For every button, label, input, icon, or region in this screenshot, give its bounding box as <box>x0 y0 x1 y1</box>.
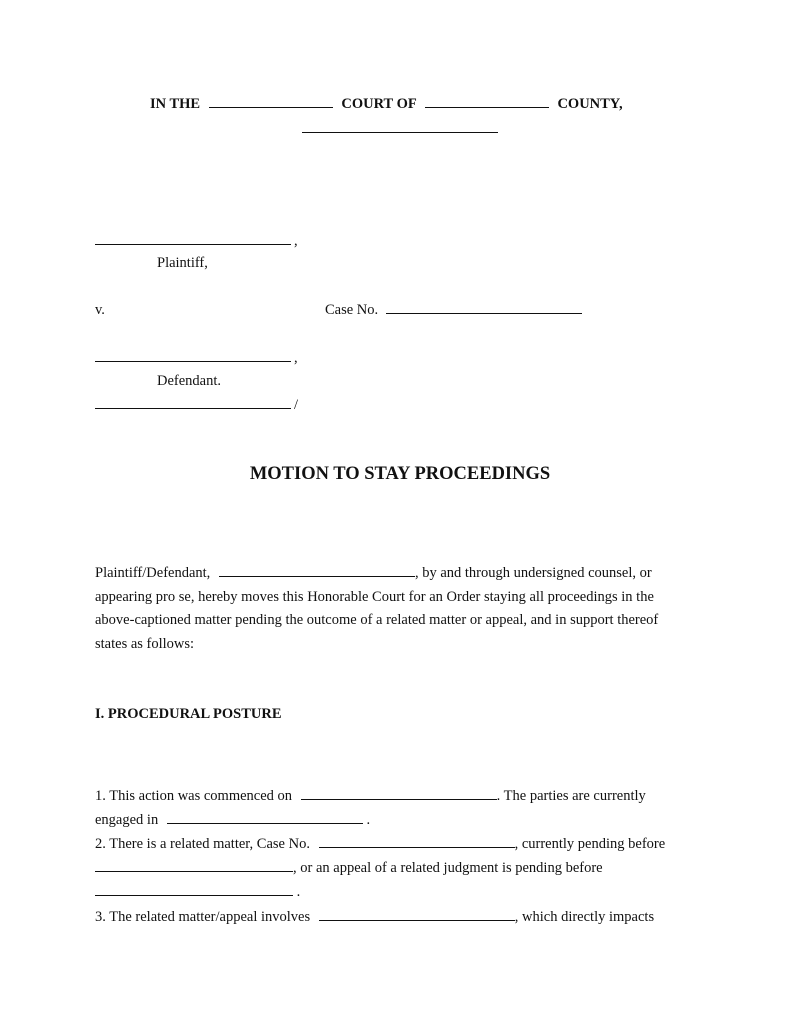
caption-closing-line <box>95 397 298 414</box>
party-label: Plaintiff/Defendant, <box>95 565 211 581</box>
plaintiff-name-line <box>95 233 298 250</box>
item-1-text: 1. This action was commenced on <box>95 788 293 804</box>
case-number-line <box>325 302 582 319</box>
item-3-line-1 <box>95 905 654 929</box>
commencement-date-blank[interactable] <box>301 799 497 800</box>
item-2-text: 2. There is a related matter, Case No. <box>95 836 310 852</box>
in-the-label: IN THE <box>150 96 201 112</box>
plaintiff-comma: , <box>294 233 298 249</box>
caption-closing-blank[interactable] <box>95 408 291 409</box>
section-heading-procedural-posture: I. PROCEDURAL POSTURE <box>95 706 282 722</box>
item-1-period: . <box>366 812 371 828</box>
engaged-in-blank[interactable] <box>167 823 363 824</box>
item-3-text: 3. The related matter/appeal involves <box>95 909 311 925</box>
item-1-line-2 <box>95 808 370 832</box>
item-3-rest: , which directly impacts <box>514 909 655 925</box>
county-name-blank[interactable] <box>425 107 549 108</box>
item-1-rest: . The parties are currently <box>496 788 646 804</box>
item-2-line-1 <box>95 832 665 856</box>
plaintiff-name-blank[interactable] <box>95 244 291 245</box>
court-header-line <box>150 96 623 113</box>
versus-label: v. <box>95 302 105 318</box>
item-1-line-1 <box>95 784 646 808</box>
related-case-number-blank[interactable] <box>319 847 515 848</box>
plaintiff-label: Plaintiff, <box>157 255 208 271</box>
case-no-label: Case No. <box>325 302 379 318</box>
item-2-period: . <box>296 884 301 900</box>
county-label: COUNTY, <box>557 96 623 112</box>
item-2-line-2 <box>95 856 603 880</box>
pending-court-blank[interactable] <box>95 871 293 872</box>
document-title: MOTION TO STAY PROCEEDINGS <box>249 464 551 484</box>
intro-line-3: above-captioned matter pending the outcome of a related matter or appeal, and in support thereof <box>95 612 659 628</box>
defendant-name-line <box>95 350 298 367</box>
caption-slash: / <box>294 397 299 413</box>
appeal-court-blank[interactable] <box>95 895 293 896</box>
case-number-blank[interactable] <box>386 313 582 314</box>
state-name-blank[interactable] <box>302 132 498 133</box>
item-2-rest: , currently pending before <box>514 836 666 852</box>
related-matter-blank[interactable] <box>319 920 515 921</box>
item-2-appeal-text: , or an appeal of a related judgment is pending before <box>293 860 603 876</box>
court-of-label: COURT OF <box>341 96 417 112</box>
defendant-name-blank[interactable] <box>95 361 291 362</box>
defendant-label: Defendant. <box>157 373 222 389</box>
intro-line-1 <box>95 561 652 585</box>
court-name-blank[interactable] <box>209 107 333 108</box>
defendant-comma: , <box>294 350 298 366</box>
intro-line-4: states as follows: <box>95 636 195 652</box>
item-2-line-3 <box>95 880 300 904</box>
party-name-blank[interactable] <box>219 576 415 577</box>
intro-line-2: appearing pro se, hereby moves this Honorable Court for an Order staying all proceedings in the <box>95 589 654 605</box>
intro-line-1-rest: , by and through undersigned counsel, or <box>414 565 652 581</box>
item-1-engaged: engaged in <box>95 812 159 828</box>
